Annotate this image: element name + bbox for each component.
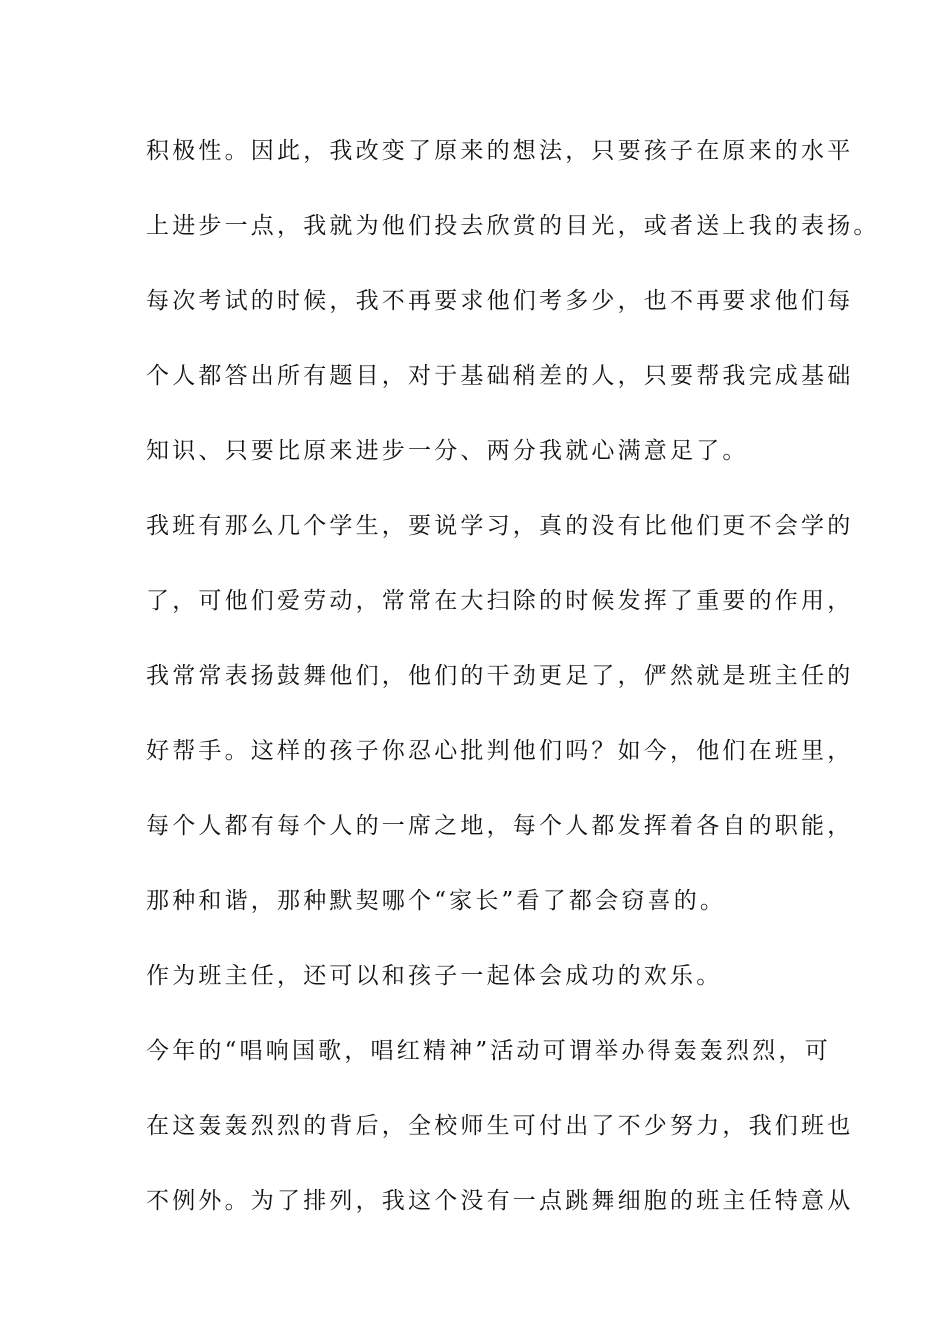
text-line: 了，可他们爱劳动，常常在大扫除的时候发挥了重要的作用， <box>146 588 854 614</box>
text-line: 每次考试的时候，我不再要求他们考多少，也不再要求他们每 <box>146 288 854 314</box>
text-line: 今年的“唱响国歌，唱红精神”活动可谓举办得轰轰烈烈，可 <box>146 1038 831 1064</box>
text-line: 每个人都有每个人的一席之地，每个人都发挥着各自的职能， <box>146 813 854 839</box>
text-line: 好帮手。这样的孩子你忍心批判他们吗？如今，他们在班里， <box>146 738 854 764</box>
body-text <box>146 128 880 1253</box>
text-line: 作为班主任，还可以和孩子一起体会成功的欢乐。 <box>146 963 723 989</box>
text-line: 我常常表扬鼓舞他们，他们的干劲更足了，俨然就是班主任的 <box>146 663 854 689</box>
text-line: 个人都答出所有题目，对于基础稍差的人，只要帮我完成基础 <box>146 363 854 389</box>
text-line: 那种和谐，那种默契哪个“家长”看了都会窃喜的。 <box>146 888 727 914</box>
text-line: 我班有那么几个学生，要说学习，真的没有比他们更不会学的 <box>146 513 854 539</box>
text-line: 积极性。因此，我改变了原来的想法，只要孩子在原来的水平 <box>146 138 854 164</box>
text-line: 在这轰轰烈烈的背后，全校师生可付出了不少努力，我们班也 <box>146 1113 854 1139</box>
text-line: 不例外。为了排列，我这个没有一点跳舞细胞的班主任特意从 <box>146 1188 854 1214</box>
text-line: 知识、只要比原来进步一分、两分我就心满意足了。 <box>146 438 749 464</box>
text-line: 上进步一点，我就为他们投去欣赏的目光，或者送上我的表扬。 <box>146 213 880 239</box>
